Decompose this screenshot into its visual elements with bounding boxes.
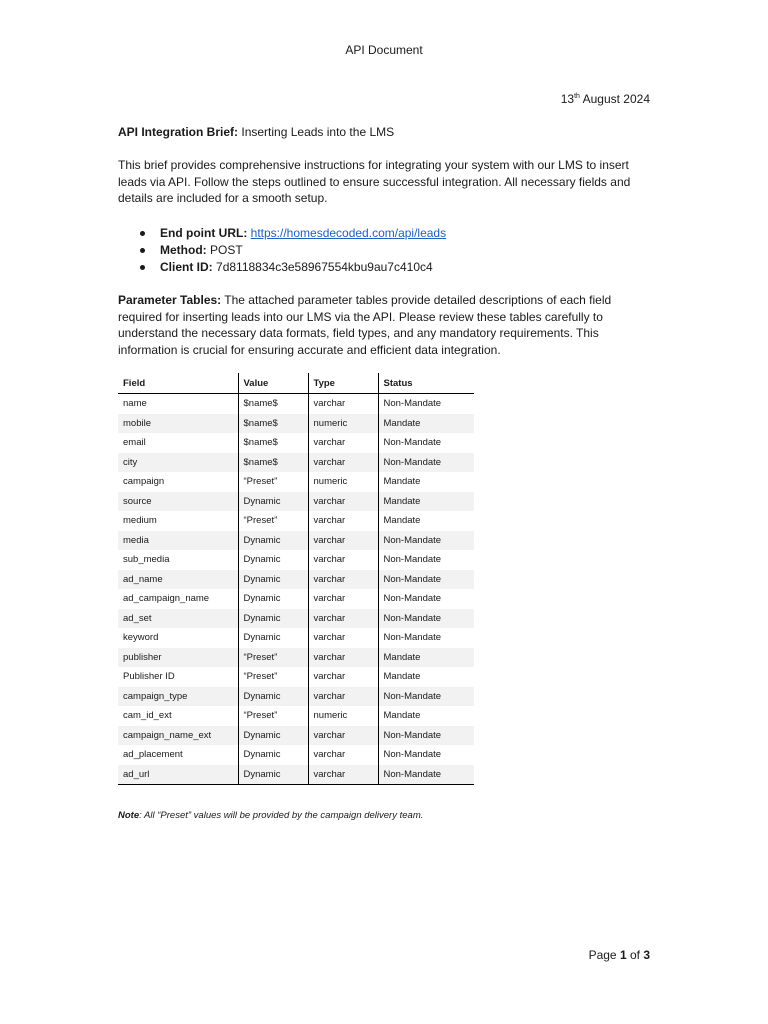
table-row [118,570,474,590]
document-date [561,92,650,106]
detail-method [136,242,446,259]
detail-label: Method: [160,243,207,257]
note-label: Note [118,810,140,821]
parameter-table [118,373,474,785]
cell-type: varchar [308,726,378,746]
table-row [118,511,474,531]
cell-value: $name$ [238,394,308,414]
cell-field: mobile [118,414,238,434]
header-type: Type [308,373,378,394]
table-row [118,394,474,414]
cell-status: Mandate [378,414,474,434]
cell-type: varchar [308,453,378,473]
cell-status: Non-Mandate [378,726,474,746]
cell-field: cam_id_ext [123,710,172,722]
cell-field: ad_name [118,570,238,590]
cell-type: numeric [308,706,378,726]
cell-field: name [123,398,147,410]
cell-type: numeric [308,472,378,492]
cell-value: Dynamic [238,765,308,785]
cell-status: Mandate [378,667,474,687]
cell-value: “Preset” [238,706,308,726]
cell-value: Dynamic [238,531,308,551]
cell-field: medium [123,515,157,527]
detail-value: POST [210,243,243,257]
parameter-text: The attached parameter tables provide detailed descriptions of each field required for inserting leads into our LMS via the API. Please review these tables carefully to understand the necessary data formats, field types, and any mandatory requirements. This information is crucial for ensuring accurate and efficient data integration. [118,293,612,357]
cell-field: Publisher ID [123,671,175,683]
detail-endpoint [136,225,446,242]
cell-field: ad_url [118,765,238,785]
detail-client-id [136,259,446,276]
cell-field: source [118,492,238,512]
note [118,810,423,821]
cell-type: numeric [308,414,378,434]
cell-type: varchar [308,433,378,453]
table-row [118,628,474,648]
cell-type: varchar [308,609,378,629]
cell-status: Non-Mandate [378,609,474,629]
cell-type: varchar [308,531,378,551]
brief-label: API Integration Brief: [118,125,239,139]
table-row [118,433,474,453]
cell-type: varchar [308,765,378,785]
table-row [118,765,474,785]
page-prefix: Page [588,948,620,962]
cell-value: $name$ [238,433,308,453]
cell-field: keyword [123,632,159,644]
page-number [589,948,650,962]
table-row [118,492,474,512]
cell-value: $name$ [238,414,308,434]
table-row [118,550,474,570]
page-current: 1 [619,948,627,962]
cell-value: Dynamic [238,589,308,609]
cell-type: varchar [308,570,378,590]
note-text: : All “Preset” values will be provided by the campaign delivery team. [139,810,424,821]
cell-field: ad_campaign_name [123,593,210,605]
cell-field: city [118,453,238,473]
parameter-label: Parameter Tables: [118,293,222,307]
cell-status: Non-Mandate [378,628,474,648]
brief-title [118,125,394,139]
table-row [118,726,474,746]
cell-status: Non-Mandate [378,531,474,551]
cell-field: publisher [118,648,238,668]
cell-field: ad_set [118,609,238,629]
cell-type: varchar [308,687,378,707]
table-row [118,453,474,473]
cell-value: “Preset” [238,667,308,687]
cell-type: varchar [308,511,378,531]
bullet-icon [140,231,145,236]
cell-value: $name$ [238,453,308,473]
table-body [118,394,474,785]
table-row [118,706,474,726]
table-row [118,472,474,492]
cell-type: varchar [308,492,378,512]
cell-status: Mandate [378,648,474,668]
cell-type: varchar [308,550,378,570]
table-row [118,589,474,609]
cell-value: Dynamic [238,628,308,648]
cell-status: Non-Mandate [378,687,474,707]
cell-status: Non-Mandate [378,745,474,765]
detail-label: Client ID: [160,260,213,274]
cell-field: media [118,531,238,551]
page-middle: of [626,948,644,962]
cell-value: “Preset” [238,472,308,492]
brief-title-text: Inserting Leads into the LMS [241,125,395,139]
cell-status: Non-Mandate [378,589,474,609]
cell-status: Mandate [378,706,474,726]
cell-status: Non-Mandate [378,394,474,414]
cell-status: Mandate [378,492,474,512]
table-row [118,609,474,629]
cell-type: varchar [308,648,378,668]
parameter-paragraph [118,292,638,358]
cell-status: Non-Mandate [378,765,474,785]
table-row [118,667,474,687]
header-status: Status [378,373,474,394]
cell-value: “Preset” [238,511,308,531]
cell-value: Dynamic [238,492,308,512]
date-suffix: th [574,93,580,100]
cell-status: Mandate [378,472,474,492]
header-field: Field [118,373,238,394]
cell-value: Dynamic [238,726,308,746]
cell-status: Mandate [378,511,474,531]
cell-field: sub_media [123,554,170,566]
cell-field: email [123,437,146,449]
cell-value: “Preset” [238,648,308,668]
intro-paragraph: This brief provides comprehensive instructions for integrating your system with our LMS to insert leads via API. Follow the steps outlined to ensure successful integration. All necessary fields and details are included for a smooth setup. [118,158,631,205]
page-total: 3 [643,948,650,962]
date-day: 13 [560,92,575,106]
cell-status: Non-Mandate [378,550,474,570]
cell-type: varchar [308,628,378,648]
cell-value: Dynamic [238,570,308,590]
bullet-icon [140,248,145,253]
cell-value: Dynamic [238,609,308,629]
detail-label: End point URL: [160,226,248,240]
cell-type: varchar [308,394,378,414]
cell-value: Dynamic [238,550,308,570]
cell-status: Non-Mandate [378,433,474,453]
details-list [136,225,446,276]
header-value: Value [238,373,308,394]
cell-field: ad_placement [123,749,183,761]
cell-value: Dynamic [238,745,308,765]
cell-type: varchar [308,745,378,765]
cell-field: campaign_type [118,687,238,707]
date-rest: August 2024 [582,92,650,106]
cell-field: campaign [123,476,165,488]
table-row [118,687,474,707]
table-header-row [118,373,474,394]
header-title: API Document [345,43,423,57]
table-row [118,745,474,765]
table-row [118,531,474,551]
cell-status: Non-Mandate [378,570,474,590]
cell-status: Non-Mandate [378,453,474,473]
cell-type: varchar [308,667,378,687]
cell-value: Dynamic [238,687,308,707]
table-row [118,648,474,668]
cell-field: campaign_name_ext [118,726,238,746]
cell-type: varchar [308,589,378,609]
endpoint-link[interactable]: https://homesdecoded.com/api/leads [250,226,447,240]
table-row [118,414,474,434]
bullet-icon [140,265,145,270]
detail-value: 7d8118834c3e58967554kbu9au7c410c4 [216,260,433,274]
